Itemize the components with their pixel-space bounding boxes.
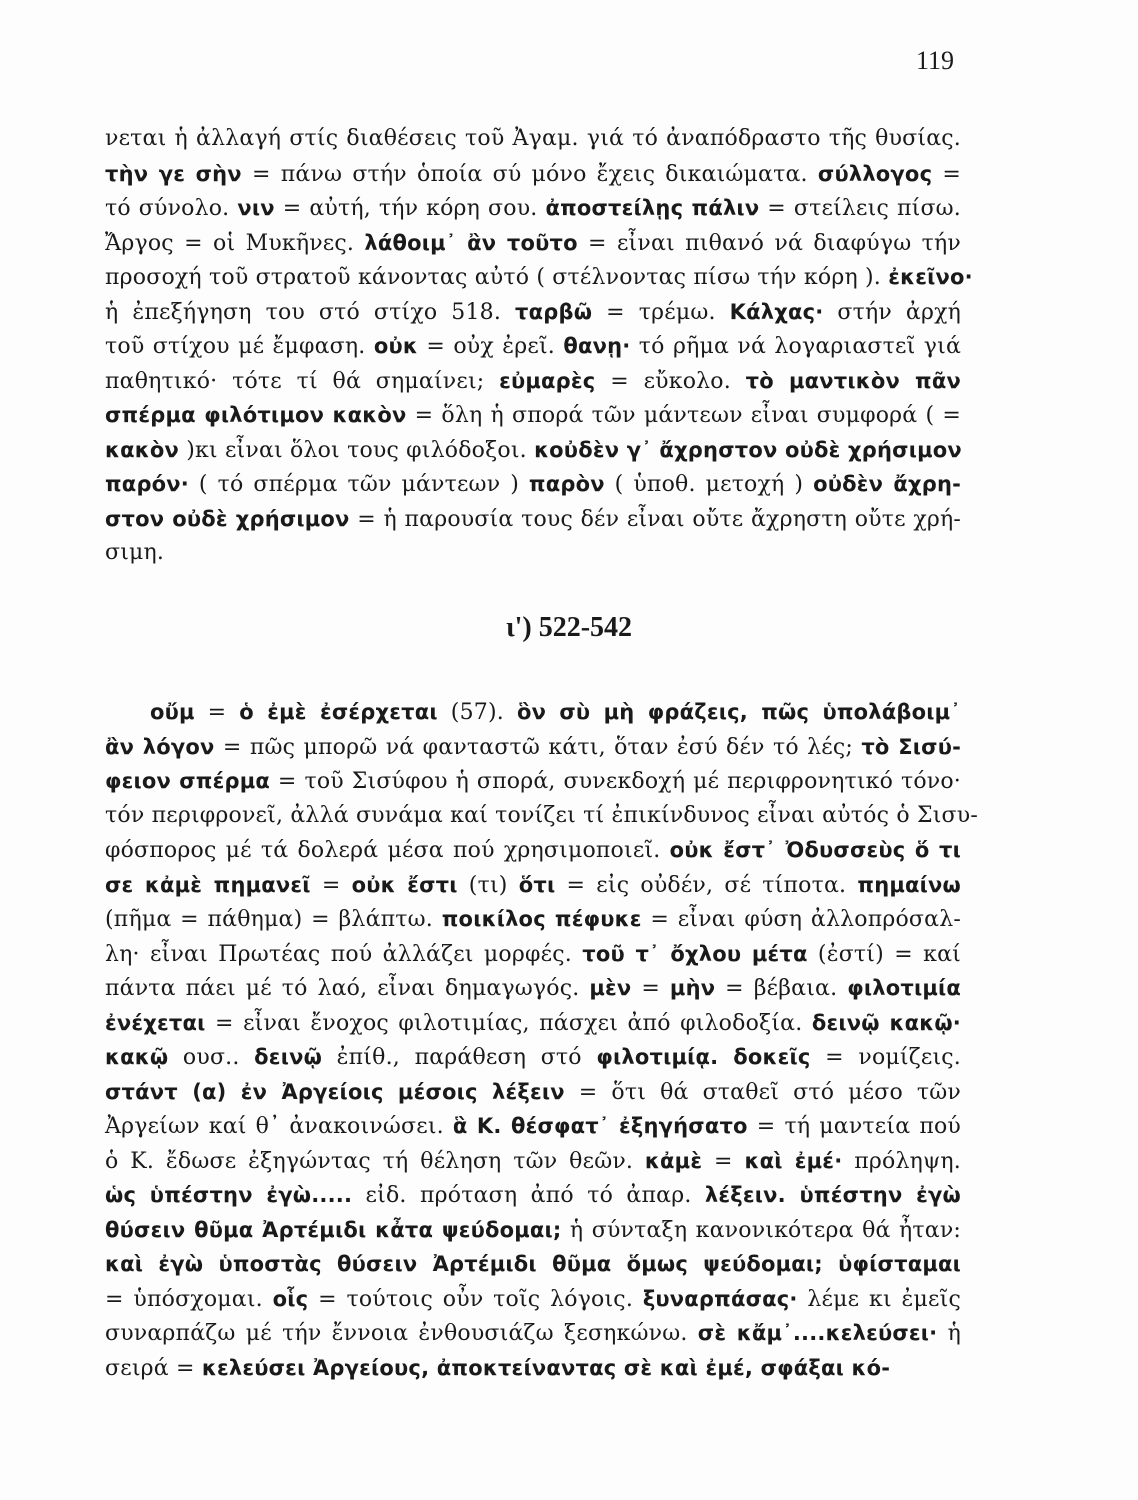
text-line: [105, 1178, 961, 1213]
lemma: οὐκ: [373, 334, 418, 358]
text-line: [105, 260, 973, 295]
page-number: 119: [916, 46, 955, 75]
gloss-text: ἡ ἐπεξήγηση του στό στίχο 518.: [105, 299, 516, 325]
lemma: κἀμὲ: [644, 1148, 703, 1173]
lemma: παρὸν: [528, 472, 605, 496]
gloss-text: = εἶναι φύση ἀλλοπρόσαλ-: [641, 907, 961, 932]
gloss-text: τό σύνολο.: [105, 196, 238, 221]
lemma: θύσειν θῦμα Ἀρτέμιδι κἆτα ψεύδομαι;: [105, 1217, 562, 1242]
text-line: [105, 1075, 961, 1110]
text-line: [105, 1213, 961, 1248]
lemma: κακὸν: [105, 437, 179, 462]
lemma: ὅτι: [518, 872, 556, 897]
gloss-text: =: [310, 872, 352, 898]
lemma: παρόν·: [105, 472, 189, 496]
text-line: [105, 1144, 961, 1179]
gloss-text: (57).: [437, 700, 517, 725]
gloss-text: = οὐχ ἐρεῖ.: [417, 334, 564, 359]
lemma: οὐκ ἔστ᾽ Ὀδυσσεὺς ὅ τι: [669, 838, 961, 862]
lemma: λέξειν. ὑπέστην ἐγὼ: [704, 1183, 962, 1207]
text-line: [105, 226, 961, 261]
lemma: δεινῷ: [254, 1045, 323, 1069]
gloss-text: = τή μαντεία πού: [747, 1114, 961, 1139]
lemma: ὃν σὺ μὴ φράζεις, πῶς ὑπολάβοιμ᾽: [516, 700, 961, 724]
gloss-text: τοῦ στίχου μέ ἔμφαση.: [105, 334, 374, 359]
lemma: κοὐδὲν γ᾽ ἄχρηστον οὐδὲ χρήσιμον: [534, 437, 962, 462]
text-line: [105, 1006, 961, 1041]
lemma: σε κἀμὲ πημανεῖ: [105, 872, 311, 897]
gloss-text: = πάνω στήν ὁποία σύ μόνο ἔχεις δικαιώματα.: [241, 161, 818, 187]
text-line: [105, 695, 961, 730]
gloss-text: = αὐτή, τήν κόρη σου.: [274, 196, 546, 221]
text-line: [105, 467, 961, 502]
gloss-text: στήν ἀρχή: [823, 299, 961, 325]
gloss-text: Ἄργος = οἱ Μυκῆνες.: [105, 230, 365, 256]
lemma: τοῦ τ᾽ ὄχλου μέτα: [582, 941, 808, 966]
gloss-text: συναρπάζω μέ τήν ἔννοια ἐνθουσιάζω ξεσηκώνω.: [105, 1321, 698, 1346]
text-line: [105, 730, 961, 765]
text-line: [105, 502, 961, 537]
gloss-text: = ὅλη ἡ σπορά τῶν μάντεων εἶναι συμφορά ( =: [406, 403, 961, 428]
text-line: [105, 1247, 961, 1282]
lemma: ξυναρπάσας·: [642, 1286, 798, 1311]
lemma: οὐδὲν ἄχρη-: [813, 472, 962, 496]
text-line: [105, 329, 961, 364]
lemma: μὴν: [669, 976, 716, 1000]
lemma: σὲ κἄμ᾽....κελεύσει·: [697, 1321, 938, 1345]
gloss-text: ἡ: [937, 1321, 961, 1346]
gloss-text: φόσπορος μέ τά δολερά μέσα πού χρησιμοποιεῖ.: [105, 838, 670, 863]
lemma: σύλλογος: [817, 161, 933, 186]
text-line: [105, 157, 961, 192]
gloss-text: τό ρῆμα νά λογαριαστεῖ γιά: [630, 334, 962, 359]
gloss-text: =: [702, 1148, 745, 1174]
text-line: [105, 902, 961, 937]
lemma: στον οὐδὲ χρήσιμον: [105, 506, 350, 531]
gloss-text: = τρέμω.: [592, 299, 730, 325]
gloss-text: = νομίζεις.: [810, 1045, 961, 1070]
gloss-text: (ἐστί) = καί: [807, 941, 961, 967]
lemma: ὡς ὑπέστην ἐγὼ.....: [105, 1183, 353, 1207]
gloss-text: πρόληψη.: [842, 1148, 962, 1174]
text-line: [105, 364, 961, 399]
lemma: κελεύσει Ἀργείους, ἀποκτείναντας σὲ καὶ ἐμέ, σφάξαι κό-: [201, 1355, 891, 1380]
gloss-text: προσοχή τοῦ στρατοῦ κάνοντας αὐτό ( στέλνοντας πίσω τήν κόρη ).: [105, 265, 889, 290]
lemma: λάθοιμ᾽ ἂν τοῦτο: [364, 230, 578, 255]
gloss-text: λέμε κι ἐμεῖς: [797, 1286, 962, 1312]
gloss-text: =: [932, 161, 962, 187]
lemma: πημαίνω: [857, 872, 961, 897]
gloss-text: ουσ..: [168, 1045, 255, 1070]
lemma: ἐνέχεται: [105, 1010, 206, 1035]
gloss-text: )κι εἶναι ὅλοι τους φιλόδοξοι.: [179, 437, 535, 463]
gloss-text: (τι): [457, 872, 519, 898]
gloss-text: = εἰς οὐδέν, σέ τίποτα.: [555, 872, 858, 898]
text-line: [105, 764, 961, 799]
lemma: ἂν λόγον: [105, 734, 215, 759]
lemma: ἐκεῖνο·: [888, 265, 973, 289]
gloss-text: = εἶναι πιθανό νά διαφύγω τήν: [577, 230, 961, 256]
text-line: [105, 868, 961, 903]
gloss-text: =: [194, 700, 240, 725]
lemma: Κάλχας·: [729, 299, 824, 324]
gloss-text: ἐπίθ., παράθεση στό: [322, 1045, 597, 1070]
gloss-text: ἡ σύνταξη κανονικότερα θά ἦταν:: [561, 1217, 962, 1243]
lemma: σπέρμα φιλότιμον κακὸν: [105, 403, 407, 427]
lemma: τὸ μαντικὸν πᾶν: [745, 368, 961, 393]
lemma: μὲν: [589, 976, 632, 1000]
text-line: [105, 799, 978, 834]
gloss-text: λη· εἶναι Πρωτέας πού ἀλλάζει μορφές.: [105, 941, 583, 967]
text-line: [105, 398, 961, 433]
text-line: [105, 1282, 961, 1317]
section-heading: ι') 522-542: [505, 612, 633, 643]
lemma: ποικίλος πέφυκε: [441, 907, 642, 931]
text-line: [105, 1316, 961, 1351]
lemma: φιλοτιμία: [847, 976, 962, 1000]
gloss-text: Ἀργείων καί θ᾽ ἀνακοινώσει.: [105, 1114, 453, 1139]
lemma: θανῃ·: [563, 334, 631, 358]
text-line: [105, 122, 961, 157]
gloss-text: εἰδ. πρόταση ἀπό τό ἀπαρ.: [352, 1183, 705, 1208]
lemma: οἷς: [272, 1286, 309, 1311]
text-line: [105, 191, 961, 226]
lemma: ἃ Κ. θέσφατ᾽ ἐξηγήσατο: [452, 1114, 748, 1138]
lemma: δεινῷ κακῷ·: [811, 1010, 961, 1035]
gloss-text: = ὑπόσχομαι.: [105, 1286, 273, 1312]
lemma: καὶ ἐγὼ ὑποστὰς θύσειν Ἀρτέμιδι θῦμα ὅμως ψεύδομαι; ὑφίσταμαι: [105, 1252, 961, 1276]
text-line: [105, 536, 961, 571]
gloss-text: = στείλεις πίσω.: [759, 196, 961, 221]
lemma: εὐμαρὲς: [499, 368, 596, 393]
gloss-text: ( τό σπέρμα τῶν μάντεων ): [188, 472, 529, 497]
gloss-text: = τούτοις οὖν τοῖς λόγοις.: [308, 1286, 643, 1312]
gloss-text: (πῆμα = πάθημα) = βλάπτω.: [105, 907, 442, 932]
lemma: οὐκ ἔστι: [351, 872, 458, 897]
gloss-text: = τοῦ Σισύφου ἡ σπορά, συνεκδοχή μέ περιφρονητικό τόνο·: [270, 769, 961, 794]
gloss-text: = εὔκολο.: [595, 368, 746, 394]
text-line: [105, 971, 961, 1006]
gloss-text: σειρά =: [105, 1355, 202, 1381]
lemma: τὸ Σισύ-: [861, 734, 961, 759]
lemma: φιλοτιμίᾳ. δοκεῖς: [596, 1045, 811, 1069]
gloss-text: νεται ἡ ἀλλαγή στίς διαθέσεις τοῦ Ἀγαμ. γιά τό ἀναπόδραστο τῆς θυσίας.: [105, 126, 961, 151]
commentary-block-lines-518-521: [105, 122, 973, 571]
commentary-block-lines-522-542: [105, 695, 978, 1385]
lemma: τὴν γε σὴν: [105, 161, 242, 186]
gloss-text: = εἶναι ἔνοχος φιλοτιμίας, πάσχει ἀπό φιλοδοξία.: [205, 1010, 812, 1036]
text-line: [105, 295, 961, 330]
lemma: φειον σπέρμα: [105, 769, 271, 793]
gloss-text: =: [631, 976, 670, 1001]
gloss-text: πάντα πάει μέ τό λαό, εἶναι δημαγωγός.: [105, 976, 590, 1001]
lemma: οὔμ: [150, 700, 195, 724]
text-line: [105, 1351, 961, 1386]
gloss-text: σιμη.: [105, 540, 165, 565]
gloss-text: τόν περιφρονεῖ, ἀλλά συνάμα καί τονίζει τί ἐπικίνδυνος εἶναι αὐτός ὁ Σισυ-: [105, 802, 978, 828]
text-line: [105, 1040, 961, 1075]
text-line: [105, 433, 961, 468]
lemma: ταρβῶ: [515, 299, 593, 324]
lemma: ἀποστείλῃς πάλιν: [545, 196, 760, 220]
gloss-text: ( ὑποθ. μετοχή ): [604, 472, 814, 497]
lemma: νιν: [237, 196, 275, 220]
gloss-text: = πῶς μπορῶ νά φανταστῶ κάτι, ὅταν ἐσύ δέν τό λές;: [214, 734, 862, 760]
text-line: [105, 1109, 961, 1144]
text-line: [105, 833, 961, 868]
lemma: κακῷ: [105, 1045, 169, 1069]
lemma: ὁ ἐμὲ ἐσέρχεται: [239, 700, 438, 724]
gloss-text: ὁ Κ. ἔδωσε ἐξηγώντας τή θέληση τῶν θεῶν.: [105, 1148, 645, 1174]
gloss-text: = ἡ παρουσία τους δέν εἶναι οὔτε ἄχρηστη οὔτε χρή-: [349, 506, 961, 532]
lemma: στάντ (α) ἐν Ἀργείοις μέσοις λέξειν: [105, 1079, 565, 1104]
text-line: [105, 937, 961, 972]
gloss-text: = ὅτι θά σταθεῖ στό μέσο τῶν: [564, 1079, 961, 1105]
gloss-text: παθητικό· τότε τί θά σημαίνει;: [105, 368, 500, 394]
lemma: καὶ ἐμέ·: [744, 1148, 843, 1173]
gloss-text: = βέβαια.: [715, 976, 848, 1001]
